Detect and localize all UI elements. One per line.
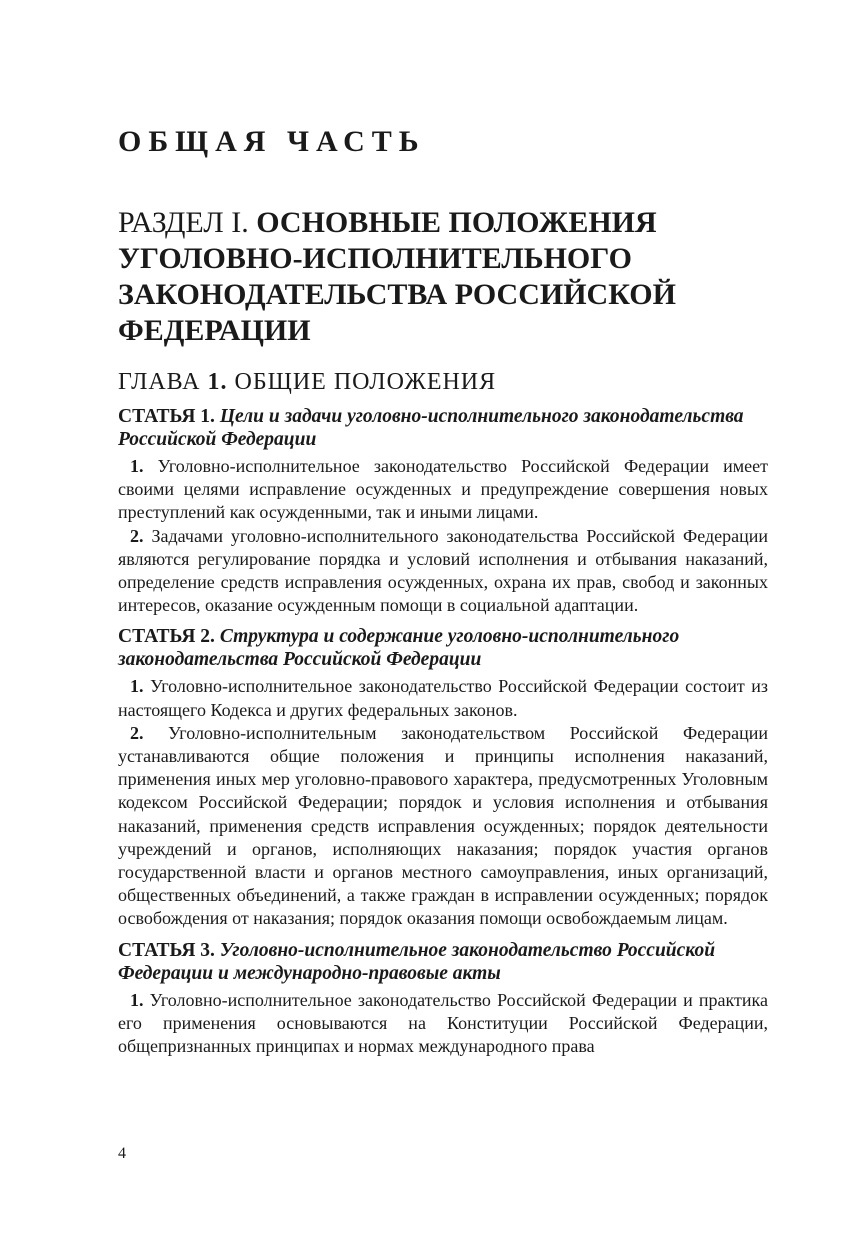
chapter-name: ОБЩИЕ ПОЛОЖЕНИЯ	[234, 369, 497, 395]
chapter-prefix: ГЛАВА	[118, 369, 201, 395]
article-heading	[118, 939, 768, 985]
section-name: ОСНОВНЫЕ ПОЛОЖЕНИЯ УГОЛОВНО-ИСПОЛНИТЕЛЬНОГО ЗАКОНОДАТЕЛЬСТВА РОССИЙСКОЙ ФЕДЕРАЦИИ	[118, 206, 676, 347]
paragraph-text: Уголовно-исполнительное законодательство Российской Федерации и практика его применения основываются на Конституции Российской Федерации, общепризнанных принципах и нормах международного права	[118, 989, 768, 1057]
paragraph-text: Уголовно-исполнительное законодательство Российской Федерации имеет своими целями исправление осужденных и предупреждение совершения новых преступлений как осужденными, так и иными лицами.	[118, 456, 768, 523]
article-paragraph	[118, 455, 768, 525]
paragraph-number: 1.	[130, 989, 144, 1010]
article-paragraph	[118, 722, 768, 931]
article-title: Цели и задачи уголовно-исполнительного законодательства Российской Федерации	[118, 406, 744, 450]
paragraph-text: Уголовно-исполнительным законодательством Российской Федерации устанавливаются общие положения и принципы исполнения наказаний, применения иных мер уголовно-правового характера, предусмотренных Уголовным кодексом Российской Федерации; порядок и условия исполнения и отбывания наказаний, применения средств исправления осужденных; порядок деятельности учреждений и органов, исполняющих наказания; порядок участия органов государственной власти и органов местного самоуправления, иных организаций, общественных объединений, а также граждан в исправлении осужденных; порядок освобождения от наказания; порядок оказания помощи освобождаемым лицам.	[118, 722, 769, 929]
paragraph-number: 2.	[130, 722, 144, 743]
article-1	[118, 405, 768, 617]
article-2	[118, 625, 768, 930]
chapter-number: 1.	[207, 369, 228, 395]
article-title: Структура и содержание уголовно-исполнительного законодательства Российской Федерации	[118, 626, 680, 671]
article-paragraph	[118, 675, 768, 721]
paragraph-number: 1.	[130, 456, 144, 476]
paragraph-text: Задачами уголовно-исполнительного законодательства Российской Федерации являются регулирование порядка и условий исполнения и отбывания наказаний, определение средств исправления осужденных, охрана их прав, свобод и законных интересов, оказание осужденным помощи в социальной адаптации.	[118, 525, 769, 616]
article-paragraph	[118, 989, 768, 1059]
article-3	[118, 939, 768, 1059]
article-title: Уголовно-исполнительное законодательство Российской Федерации и международно-правовые акты	[118, 939, 716, 984]
page-number: 4	[118, 1145, 126, 1162]
paragraph-number: 1.	[130, 676, 144, 697]
article-label: СТАТЬЯ 1.	[118, 406, 215, 427]
article-paragraph	[118, 525, 768, 618]
article-label: СТАТЬЯ 3.	[118, 939, 215, 961]
articles-list	[118, 405, 768, 1066]
section-title	[118, 205, 768, 349]
article-heading	[118, 405, 768, 451]
article-heading	[118, 625, 768, 671]
section-prefix: РАЗДЕЛ I.	[118, 206, 249, 239]
paragraph-text: Уголовно-исполнительное законодательство Российской Федерации состоит из настоящего Кодекса и других федеральных законов.	[118, 676, 769, 720]
paragraph-number: 2.	[130, 525, 144, 546]
part-title: ОБЩАЯ ЧАСТЬ	[118, 125, 426, 158]
chapter-title	[118, 368, 496, 396]
article-label: СТАТЬЯ 2.	[118, 626, 215, 648]
